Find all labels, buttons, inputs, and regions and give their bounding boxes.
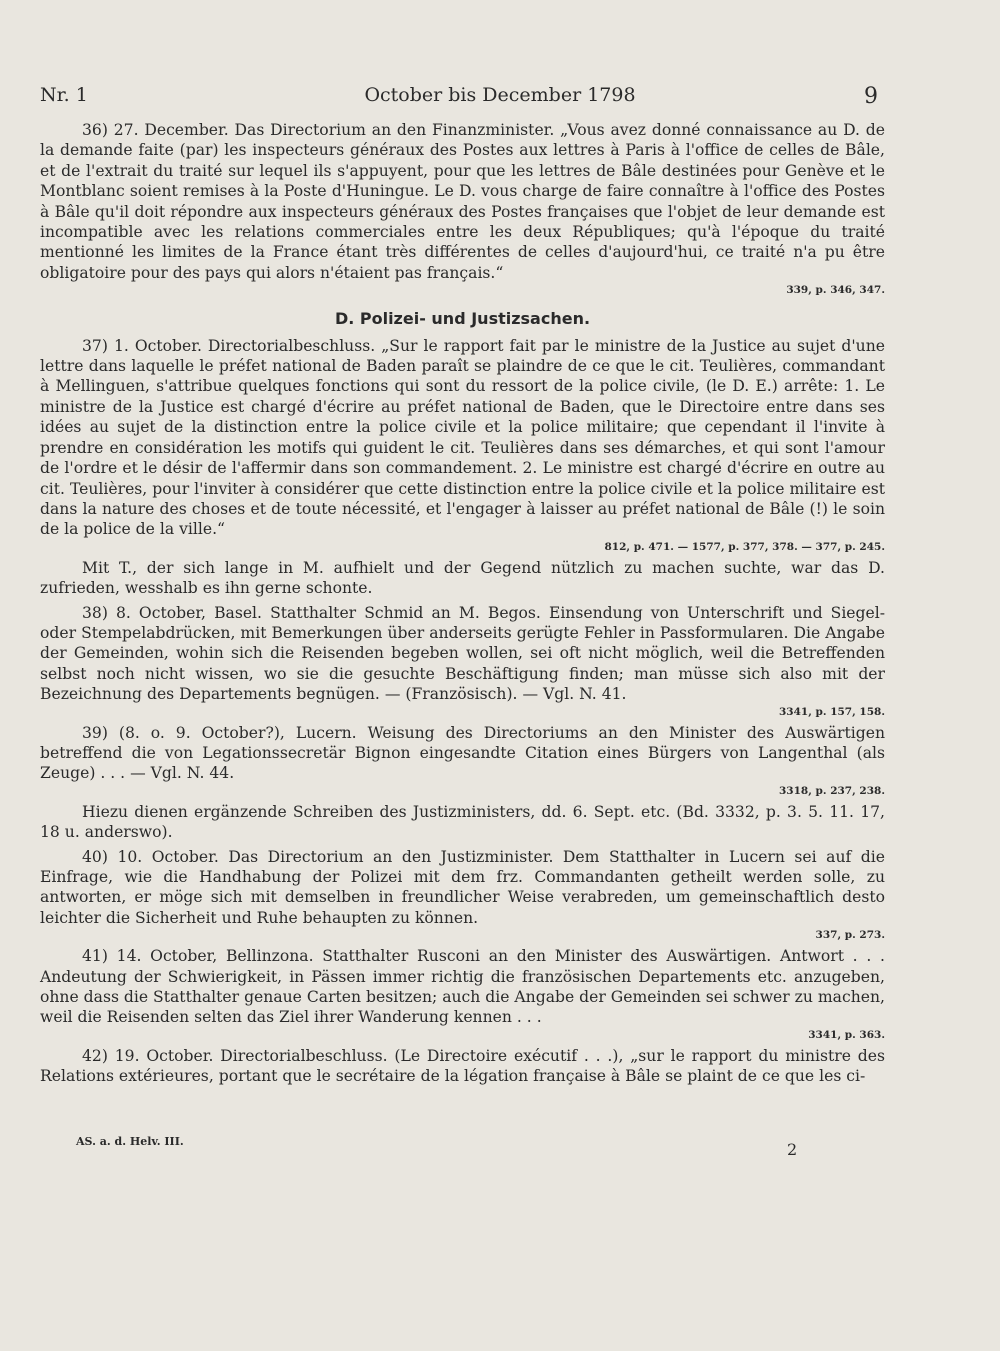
entry-38-reference: 3341, p. 157, 158.: [779, 705, 885, 718]
entry-38-text: 38) 8. October, Basel. Statthalter Schmid an M. Begos. Einsendung von Unterschrift und Siegel- oder Stempelabdrücken, mit Bemerkungen über anderseits gerügte Fehler in Passformularen. Die Angabe der Gemeinden, wohin sich die Reisenden begeben wollen, sei oft nicht möglich, weil die Betreffenden selbst noch nicht wissen, wo sie die gesuchte Beschäftigung finden; man müsse sich also mit der Bezeichnung des Departements begnügen. — (Französisch). — Vgl. N. 41.: [40, 603, 885, 704]
entry-37-text: 37) 1. October. Directorialbeschluss. „Sur le rapport fait par le ministre de la Justice au sujet d'une lettre dans laquelle le préfet national de Baden paraît se plaindre de ce que le cit. Teulières, commandant à Mellinguen, s'attribue quelques fonctions qui sont du ressort de la police civile, (le D. E.) arrête: 1. Le ministre de la Justice est chargé d'écrire au préfet national de Baden, que le Directoire entre dans ses idées au sujet de la distinction entre la police civile et la police militaire; que cependant il l'invite à prendre en considération les motifs qui guident le cit. Teulières dans ses démarches, et qui sont l'amour de l'ordre et le désir de l'affermir dans son commandement. 2. Le ministre est chargé d'écrire en outre au cit. Teulières, pour l'inviter à considérer que cette distinction entre la police civile et la police militaire est dans la nature des choses et de toute nécessité, et l'engager à laisser au préfet national de Bâle (!) le soin de la police de la ville.“: [40, 336, 885, 539]
entry-41-text: 41) 14. October, Bellinzona. Statthalter Rusconi an den Minister des Auswärtigen. Antwort . . . Andeutung der Schwierigkeit, in Pässen immer richtig die französischen Departements etc. anzugeben, ohne dass die Statthalter genaue Carten besitzen; auch die Angabe der Gemeinden sei schwer zu machen, weil die Reisenden selten das Ziel ihrer Wanderung kennen . . .: [40, 947, 885, 1027]
entry-40-reference: 337, p. 273.: [815, 929, 885, 942]
page-number: 9: [864, 84, 878, 109]
entry-39-text: 39) (8. o. 9. October?), Lucern. Weisung des Directoriums an den Minister des Auswärtigen betreffend die von Legationssecretär Bignon eingesandte Citation eines Bürgers von Langenthal (als Zeuge) . . . — Vgl. N. 44.: [40, 723, 885, 783]
entry-41-reference: 3341, p. 363.: [808, 1028, 885, 1041]
entry-39-note: Hiezu dienen ergänzende Schreiben des Justizministers, dd. 6. Sept. etc. (Bd. 3332, p. 3. 5. 11. 17, 18 u. anderswo).: [40, 802, 885, 842]
entry-42-text: 42) 19. October. Directorialbeschluss. (Le Directoire exécutif . . .), „sur le rapport du ministre des Relations extérieures, portant que le secrétaire de la légation française à Bâle se plaint de ce que les ci-: [40, 1046, 885, 1086]
footer-signature: AS. a. d. Helv. III.: [76, 1135, 184, 1148]
entry-36-text: 36) 27. December. Das Directorium an den Finanzminister. „Vous avez donné connaissance au D. de la demande faite (par) les inspecteurs généraux des Postes aux lettres à Paris à l'office de celles de Bâle, et de l'extrait du traité sur lequel ils s'appuyent, pour que les lettres de Bâle destinées pour Genève et le Montblanc soient remises à la Poste d'Huningue. Le D. vous charge de faire connaître à l'office des Postes à Bâle qu'il doit répondre aux inspecteurs généraux des Postes françaises que l'objet de leur demande est incompatible avec les relations commerciales entre les deux Républiques; qu'à l'époque du traité mentionné les limites de la France étant très différentes de celles d'aujourd'hui, ce traité n'a pu être obligatoire pour des pays qui alors n'étaient pas français.“: [40, 121, 885, 282]
section-title: D. Polizei- und Justizsachen.: [334, 309, 591, 329]
header-number: Nr. 1: [40, 84, 88, 106]
entry-37-note: Mit T., der sich lange in M. aufhielt und der Gegend nützlich zu machen suchte, war das D. zufrieden, wesshalb es ihn gerne schonte.: [40, 558, 885, 598]
entry-37-reference: 812, p. 471. — 1577, p. 377, 378. — 377, p. 245.: [604, 540, 885, 553]
header-title: October bis December 1798: [364, 84, 636, 106]
entry-39-reference: 3318, p. 237, 238.: [779, 784, 885, 797]
page-body: [40, 120, 885, 1087]
entry-36-reference: 339, p. 346, 347.: [786, 284, 885, 297]
sheet-number: 2: [787, 1140, 798, 1159]
entry-40-text: 40) 10. October. Das Directorium an den Justizminister. Dem Statthalter in Lucern sei auf die Einfrage, wie die Handhabung der Polizei mit dem frz. Commandanten getheilt werden solle, zu antworten, er möge sich mit demselben in freundlicher Weise verabreden, um gemeinschaftlich desto leichter die Sicherheit und Ruhe behaupten zu können.: [40, 847, 885, 927]
